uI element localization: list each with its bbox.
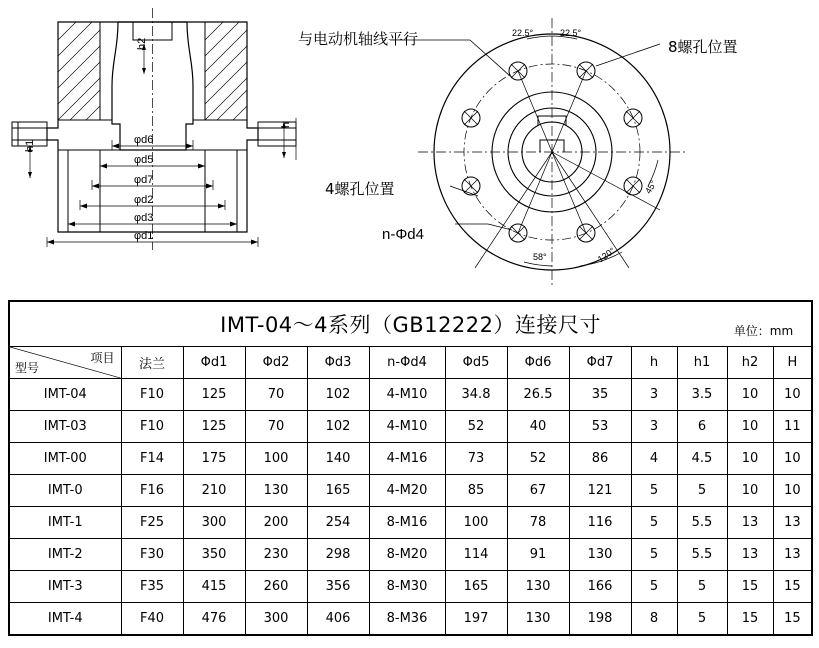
header-H: H [773, 347, 812, 379]
cell-n-d4: 8-M16 [369, 507, 445, 539]
cell-h1: 5.5 [677, 507, 727, 539]
cell-d7: 130 [569, 539, 631, 571]
cell-d5: 165 [445, 571, 507, 603]
table-row [9, 379, 812, 411]
cell-h: 4 [631, 443, 677, 475]
cell-d5: 34.8 [445, 379, 507, 411]
cell-d7: 198 [569, 603, 631, 636]
cell-d3: 356 [307, 571, 369, 603]
cell-h: 5 [631, 571, 677, 603]
cell-h: 5 [631, 475, 677, 507]
cell-H: 11 [773, 411, 812, 443]
cell-d6: 67 [507, 475, 569, 507]
header-h2: h2 [727, 347, 773, 379]
cell-d5: 114 [445, 539, 507, 571]
cell-d2: 230 [245, 539, 307, 571]
cell-d3: 102 [307, 379, 369, 411]
cell-d2: 130 [245, 475, 307, 507]
cell-d5: 197 [445, 603, 507, 636]
cell-d3: 298 [307, 539, 369, 571]
cell-d5: 73 [445, 443, 507, 475]
cell-d3: 165 [307, 475, 369, 507]
cell-d3: 140 [307, 443, 369, 475]
cell-d2: 70 [245, 379, 307, 411]
table-row [9, 443, 812, 475]
header-h: h [631, 347, 677, 379]
dim-d3: φd3 [134, 212, 154, 224]
table-title: IMT-04～4系列（GB12222）连接尺寸 [220, 313, 602, 337]
cell-d6: 91 [507, 539, 569, 571]
dim-h2: h2 [136, 37, 148, 50]
table-row [9, 475, 812, 507]
row-model: IMT-4 [9, 603, 121, 636]
header-d6: Φd6 [507, 347, 569, 379]
dim-d1: φd1 [134, 230, 154, 242]
cell-h2: 10 [727, 475, 773, 507]
cell-n-d4: 4-M20 [369, 475, 445, 507]
cell-H: 10 [773, 475, 812, 507]
cell-flange: F30 [121, 539, 183, 571]
label-4-hole-position: 4螺孔位置 [325, 180, 395, 198]
header-corner-topright: 项目 [90, 351, 115, 365]
cell-h2: 10 [727, 379, 773, 411]
cell-d3: 406 [307, 603, 369, 636]
cell-h2: 15 [727, 603, 773, 636]
cell-d1: 350 [183, 539, 245, 571]
table-row [9, 411, 812, 443]
header-corner-cell [9, 347, 121, 379]
cell-d1: 415 [183, 571, 245, 603]
cell-flange: F14 [121, 443, 183, 475]
cell-d6: 40 [507, 411, 569, 443]
cell-h2: 10 [727, 411, 773, 443]
cell-h1: 5 [677, 571, 727, 603]
cell-h1: 5 [677, 603, 727, 636]
dim-d5: φd5 [134, 154, 154, 166]
table-unit-label: 单位：mm [733, 324, 794, 338]
row-model: IMT-04 [9, 379, 121, 411]
row-model: IMT-2 [9, 539, 121, 571]
label-n-d4: n-Φd4 [382, 226, 424, 243]
cell-H: 10 [773, 443, 812, 475]
cell-d6: 26.5 [507, 379, 569, 411]
cell-flange: F40 [121, 603, 183, 636]
angle-58: 58° [533, 252, 547, 262]
cell-d5: 52 [445, 411, 507, 443]
row-model: IMT-00 [9, 443, 121, 475]
cell-d2: 70 [245, 411, 307, 443]
table-title-row [9, 301, 812, 347]
cell-h1: 6 [677, 411, 727, 443]
header-corner-bottomleft: 型号 [15, 361, 40, 375]
table-row [9, 571, 812, 603]
dim-h1: h1 [24, 139, 36, 152]
technical-drawing [0, 0, 819, 296]
cell-d2: 300 [245, 603, 307, 636]
cell-n-d4: 4-M10 [369, 411, 445, 443]
cell-h1: 5 [677, 475, 727, 507]
cell-n-d4: 8-M30 [369, 571, 445, 603]
cell-H: 13 [773, 539, 812, 571]
header-d7: Φd7 [569, 347, 631, 379]
cell-d2: 260 [245, 571, 307, 603]
cell-flange: F35 [121, 571, 183, 603]
cell-h: 5 [631, 539, 677, 571]
table-row [9, 539, 812, 571]
angle-120: 120° [595, 245, 617, 265]
cell-h1: 4.5 [677, 443, 727, 475]
table-row [9, 507, 812, 539]
cell-n-d4: 8-M20 [369, 539, 445, 571]
dim-h: h [280, 121, 292, 128]
cell-d6: 130 [507, 603, 569, 636]
spec-table-container [8, 300, 811, 636]
cell-h: 3 [631, 411, 677, 443]
cell-flange: F10 [121, 379, 183, 411]
cell-d7: 35 [569, 379, 631, 411]
cell-d2: 100 [245, 443, 307, 475]
row-model: IMT-03 [9, 411, 121, 443]
header-d1: Φd1 [183, 347, 245, 379]
cell-d7: 121 [569, 475, 631, 507]
cell-h1: 3.5 [677, 379, 727, 411]
dim-d7: φd7 [134, 174, 154, 186]
cell-d1: 300 [183, 507, 245, 539]
row-model: IMT-1 [9, 507, 121, 539]
cell-h2: 13 [727, 507, 773, 539]
cell-d2: 200 [245, 507, 307, 539]
cell-d3: 254 [307, 507, 369, 539]
angle-45: 45° [643, 178, 659, 196]
cell-h: 8 [631, 603, 677, 636]
cell-d6: 78 [507, 507, 569, 539]
cell-h2: 13 [727, 539, 773, 571]
cell-h: 3 [631, 379, 677, 411]
cell-d1: 175 [183, 443, 245, 475]
cell-d6: 52 [507, 443, 569, 475]
cell-H: 15 [773, 571, 812, 603]
cell-d7: 86 [569, 443, 631, 475]
cell-h: 5 [631, 507, 677, 539]
header-flange: 法兰 [121, 347, 183, 379]
cell-n-d4: 4-M10 [369, 379, 445, 411]
cell-h2: 10 [727, 443, 773, 475]
angle-22-5-left: 22.5° [512, 28, 534, 38]
cell-flange: F10 [121, 411, 183, 443]
header-h1: h1 [677, 347, 727, 379]
spec-table [8, 300, 813, 636]
cell-n-d4: 4-M16 [369, 443, 445, 475]
header-d2: Φd2 [245, 347, 307, 379]
cell-d1: 125 [183, 379, 245, 411]
cell-d1: 476 [183, 603, 245, 636]
cell-d1: 210 [183, 475, 245, 507]
header-d3: Φd3 [307, 347, 369, 379]
header-d5: Φd5 [445, 347, 507, 379]
cell-n-d4: 8-M36 [369, 603, 445, 636]
cell-d7: 166 [569, 571, 631, 603]
row-model: IMT-3 [9, 571, 121, 603]
dim-d2: φd2 [134, 194, 154, 206]
cell-H: 15 [773, 603, 812, 636]
dim-d6: φd6 [134, 134, 154, 146]
angle-22-5-right: 22.5° [560, 28, 582, 38]
cell-H: 13 [773, 507, 812, 539]
table-header-row [9, 347, 812, 379]
cell-d5: 85 [445, 475, 507, 507]
cell-flange: F25 [121, 507, 183, 539]
label-parallel-axis: 与电动机轴线平行 [298, 30, 419, 48]
table-title-cell [9, 301, 812, 347]
cell-d7: 116 [569, 507, 631, 539]
cell-d3: 102 [307, 411, 369, 443]
cell-d7: 53 [569, 411, 631, 443]
label-8-hole-position: 8螺孔位置 [668, 38, 738, 56]
row-model: IMT-0 [9, 475, 121, 507]
cell-h2: 15 [727, 571, 773, 603]
cell-d5: 100 [445, 507, 507, 539]
cell-H: 10 [773, 379, 812, 411]
header-n-d4: n-Φd4 [369, 347, 445, 379]
cell-h1: 5.5 [677, 539, 727, 571]
cell-flange: F16 [121, 475, 183, 507]
cell-d6: 130 [507, 571, 569, 603]
cell-d1: 125 [183, 411, 245, 443]
table-row [9, 603, 812, 636]
